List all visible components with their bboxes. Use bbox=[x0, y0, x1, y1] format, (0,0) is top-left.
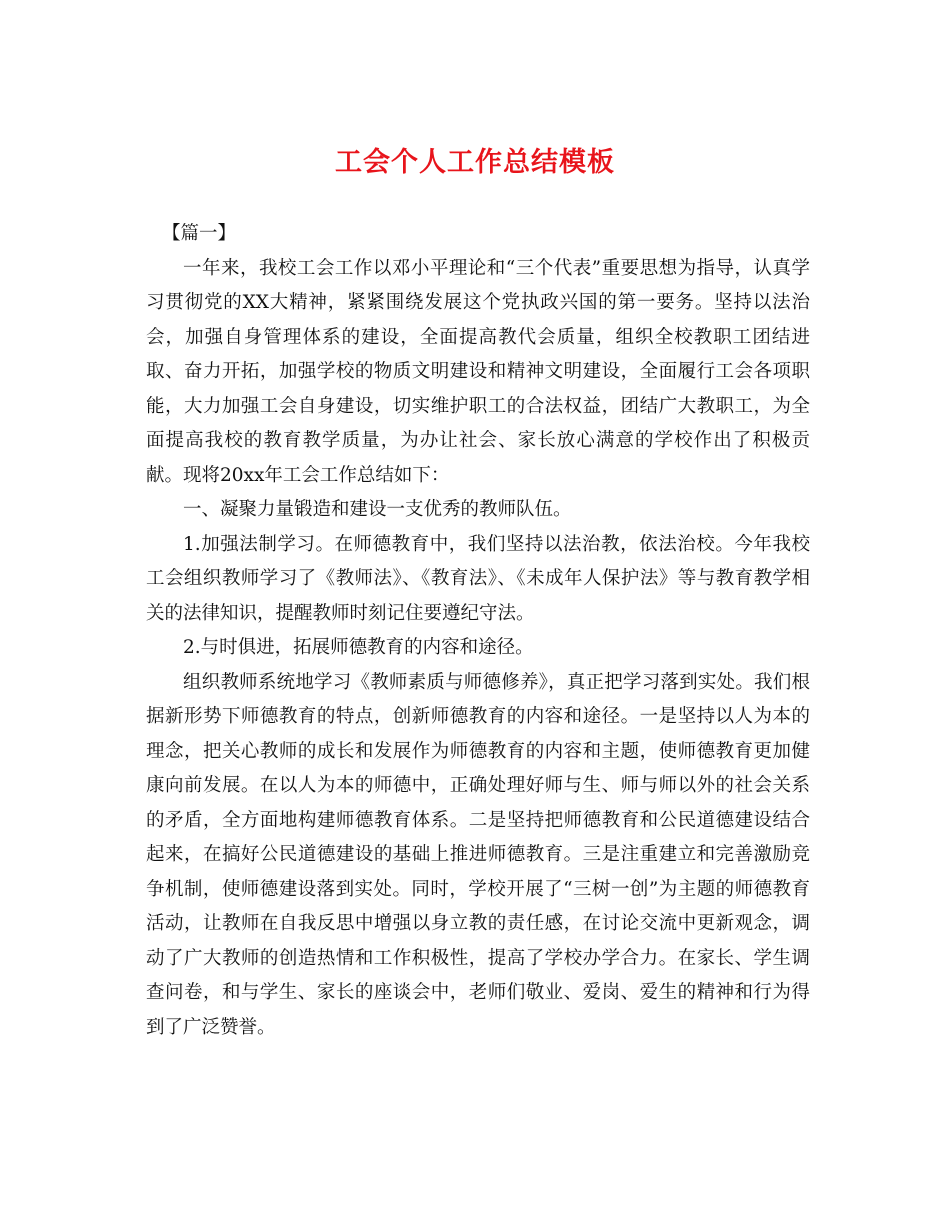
section-heading-part-one: 【篇一】 bbox=[162, 223, 237, 244]
document-body bbox=[146, 217, 810, 1045]
item-2-heading: 2.与时俱进，拓展师德教育的内容和途径。 bbox=[183, 637, 534, 658]
intro-paragraph: 一年来，我校工会工作以邓小平理论和“三个代表”重要思想为指导，认真学习贯彻党的XX大精神，紧紧围绕发展这个党执政兴国的第一要务。坚持以法治会，加强自身管理体系的建设，全面提高教代会质量，组织全校教职工团结进取、奋力开拓，加强学校的物质文明建设和精神文明建设，全面履行工会各项职能，大力加强工会自身建设，切实维护职工的合法权益，团结广大教职工，为全面提高我校的教育教学质量，为办让社会、家长放心满意的学校作出了积极贡献。现将20xx年工会工作总结如下： bbox=[146, 257, 810, 486]
document-title: 工会个人工作总结模板 bbox=[335, 147, 615, 178]
item-1-paragraph: 1.加强法制学习。在师德教育中，我们坚持以法治教，依法治校。今年我校工会组织教师学习了《教师法》、《教育法》、《未成年人保护法》等与教育教学相关的法律知识，提醒教师时刻记住要遵纪守法。 bbox=[146, 533, 810, 624]
section-heading-one: 一、凝聚力量锻造和建设一支优秀的教师队伍。 bbox=[183, 499, 572, 520]
item-2-paragraph: 组织教师系统地学习《教师素质与师德修养》，真正把学习落到实处。我们根据新形势下师德教育的特点，创新师德教育的内容和途径。一是坚持以人为本的理念，把关心教师的成长和发展作为师德教育的内容和主题，使师德教育更加健康向前发展。在以人为本的师德中，正确处理好师与生、师与师以外的社会关系的矛盾，全方面地构建师德教育体系。二是坚持把师德教育和公民道德建设结合起来，在搞好公民道德建设的基础上推进师德教育。三是注重建立和完善激励竞争机制，使师德建设落到实处。同时，学校开展了“三树一创”为主题的师德教育活动，让教师在自我反思中增强以身立教的责任感，在讨论交流中更新观念，调动了广大教师的创造热情和工作积极性，提高了学校办学合力。在家长、学生调查问卷，和与学生、家长的座谈会中，老师们敬业、爱岗、爱生的精神和行为得到了广泛赞誉。 bbox=[146, 671, 810, 1038]
